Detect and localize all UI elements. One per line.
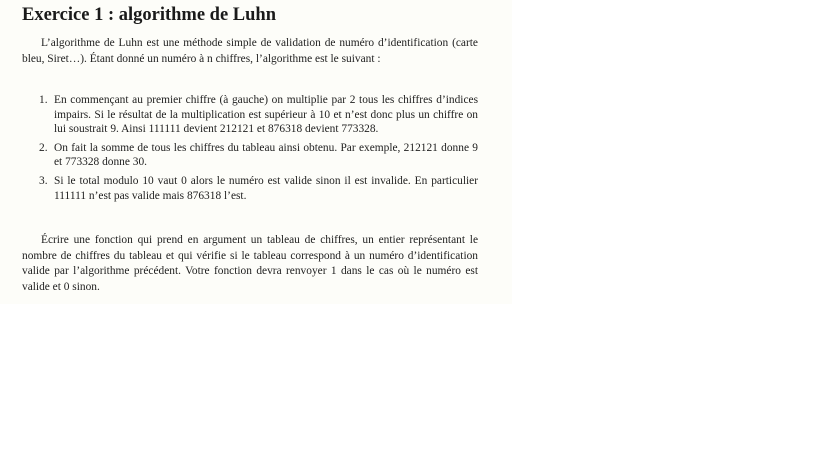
exercise-title: Exercice 1 : algorithme de Luhn <box>22 5 277 25</box>
step-text: En commençant au premier chiffre (à gauche) on multiplie par 2 tous les chiffres d’indices impairs. Si le résultat de la multiplication est supérieur à 10 et n’est donc plus un chiffre on lui soustrait 9. Ainsi 111111 devient 212121 et 876318 devient 773328. <box>54 94 478 136</box>
step-number: 1. <box>39 94 48 106</box>
step-item <box>22 174 478 203</box>
step-item <box>22 93 478 137</box>
step-number: 3. <box>39 174 48 187</box>
task-paragraph: Écrire une fonction qui prend en argument un tableau de chiffres, un entier représentant le nombre de chiffres du tableau et qui vérifie si le tableau correspond à un numéro d’identification valide par l’algorithme précédent. Votre fonction devra renvoyer 1 dans le cas où le numéro est valide et 0 sinon. <box>22 234 478 293</box>
step-text: On fait la somme de tous les chiffres du tableau ainsi obtenu. Par exemple, 212121 donne 9 et 773328 donne 30. <box>54 141 478 169</box>
intro-paragraph: L’algorithme de Luhn est une méthode simple de validation de numéro d’identification (carte bleu, Siret…). Étant donné un numéro à n chiffres, l’algorithme est le suivant : <box>22 37 478 65</box>
step-text: Si le total modulo 10 vaut 0 alors le numéro est valide sinon il est invalide. En particulier 111111 n’est pas valide mais 876318 l’est. <box>54 174 478 202</box>
step-number: 2. <box>39 141 48 154</box>
scanned-page <box>0 0 512 304</box>
algorithm-steps <box>22 93 478 207</box>
step-item <box>22 141 478 170</box>
